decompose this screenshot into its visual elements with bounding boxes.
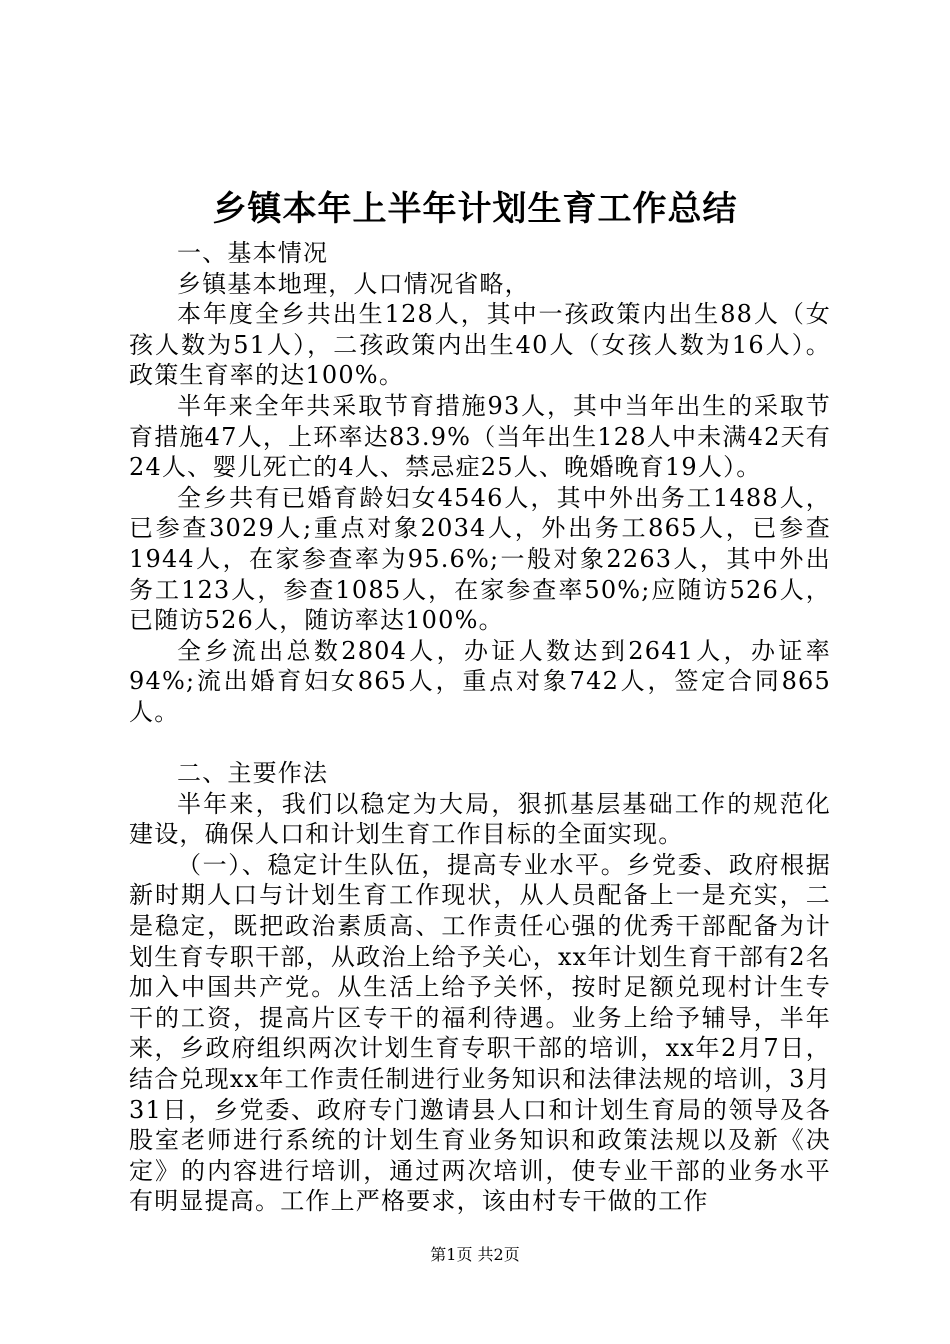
section-heading-basic: 一、基本情况 [177,239,329,267]
paragraph: 全乡流出总数2804人，办证人数达到2641人，办证率94%;流出婚育妇女865人，重点对象742人，签定合同865人。 [129,636,831,726]
section-heading-methods: 二、主要作法 [177,759,329,788]
paragraph: 半年来全年共采取节育措施93人，其中当年出生的采取节育措施47人，上环率达83.9%（当年出生128人中未满42天有24人、婴儿死亡的4人、禁忌症25人、晚婚晚育19人）。 [129,391,831,482]
paragraph: 乡镇基本地理，人口情况省略， [177,269,530,298]
document-title: 乡镇本年上半年计划生育工作总结 [212,189,738,229]
paragraph: （一）、稳定计生队伍，提高专业水平。乡党委、政府根据新时期人口与计划生育工作现状，从人员配备上一是充实，二是稳定，既把政治素质高、工作责任心强的优秀干部配备为计划生育专职干部，从政治上给予关心，xx年计划生育干部有2名加入中国共产党。从生活上给予关怀，按时足额兑现村计生专干的工资，提高片区专干的福利待遇。业务上给予辅导，半年来，乡政府组织两次计划生育专职干部的培训，xx年2月7日，结合兑现xx年工作责任制进行业务知识和法律法规的培训，3月31日，乡党委、政府专门邀请县人口和计划生育局的领导及各股室老师进行系统的计划生育业务知识和政策法规以及新《决定》的内容进行培训，通过两次培训，使专业干部的业务水平有明显提高。工作上严格要求，该由村专干做的工作 [129,850,831,1216]
document-body [129,238,831,1217]
page-footer: 第1页 共2页 [430,1245,520,1264]
blank-line [129,728,831,759]
paragraph: 全乡共有已婚育龄妇女4546人，其中外出务工1488人，已参查3029人;重点对象2034人，外出务工865人，已参查1944人，在家参查率为95.6%;一般对象2263人，其中外出务工123人，参查1085人，在家参查率50%;应随访526人，已随访526人，随访率达100%。 [129,483,831,635]
paragraph: 半年来，我们以稳定为大局，狠抓基层基础工作的规范化建设，确保人口和计划生育工作目标的全面实现。 [129,789,831,849]
paragraph: 本年度全乡共出生128人，其中一孩政策内出生88人（女孩人数为51人），二孩政策内出生40人（女孩人数为16人）。政策生育率的达100%。 [129,300,831,390]
